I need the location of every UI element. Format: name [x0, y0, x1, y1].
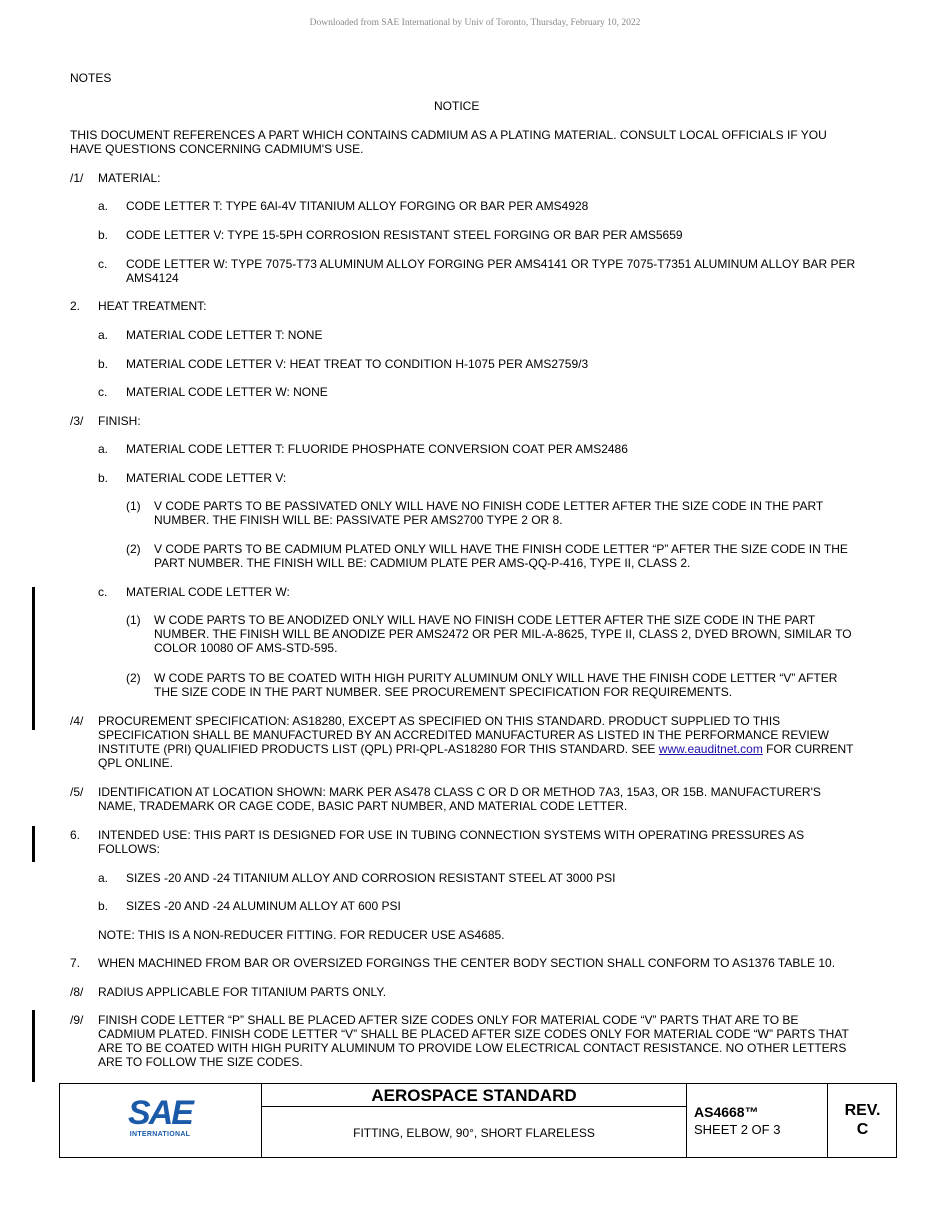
- revision-bar: [32, 826, 35, 862]
- note-text: INTENDED USE: THIS PART IS DESIGNED FOR USE IN TUBING CONNECTION SYSTEMS WITH OPERATING PRESSURES AS FOLLOWS:: [98, 828, 805, 856]
- item-text: MATERIAL CODE LETTER V:: [126, 471, 287, 485]
- note-number: /4/: [70, 714, 84, 728]
- note-text: FINISH CODE LETTER “P” SHALL BE PLACED AFTER SIZE CODES ONLY FOR MATERIAL CODE “V” PARTS THAT ARE TO BE CADMIUM PLATED. FINISH CODE LETTER “V” SHALL BE PLACED AFTER SIZE CODES ONLY FOR MATERIAL CODE “W” PARTS THAT ARE TO BE COATED WITH HIGH PURITY ALUMINUM TO PROVIDE LOW ELECTRICAL CONTACT RESISTANCE. NO OTHER LETTERS ARE TO FOLLOW THE SIZE CODES.: [98, 1013, 849, 1069]
- note-number: 6.: [70, 828, 81, 842]
- note-number: 7.: [70, 956, 81, 970]
- item-letter: a.: [98, 871, 109, 885]
- item-letter: b.: [98, 899, 109, 913]
- revision-bar: [32, 1010, 35, 1082]
- note-text: PROCUREMENT SPECIFICATION: AS18280, EXCEPT AS SPECIFIED ON THIS STANDARD. PRODUCT SUPPLIED TO THIS SPECIFICATION SHALL BE MANUFACTURED BY AN ACCREDITED MANUFACTURER AS LISTED IN THE PERFORMANCE REVIEW INSTITUTE (PRI) QUALIFIED PRODUCTS LIST (QPL) PRI-QPL-AS18280 FOR THIS STANDARD. SEE www.eauditnet.com FOR CURRENT QPL ONLINE.: [98, 714, 854, 770]
- note-number: 2.: [70, 299, 81, 313]
- document-number: AS4668™: [694, 1104, 759, 1120]
- subitem-number: (2): [126, 542, 141, 556]
- subitem-text: W CODE PARTS TO BE COATED WITH HIGH PURITY ALUMINUM ONLY WILL HAVE THE FINISH CODE LETTER “V” AFTER THE SIZE CODE IN THE PART NUMBER. SEE PROCUREMENT SPECIFICATION FOR REQUIREMENTS.: [154, 671, 838, 699]
- revision-label: REV.: [844, 1102, 881, 1119]
- revision-bar: [32, 587, 35, 730]
- note-text: RADIUS APPLICABLE FOR TITANIUM PARTS ONLY.: [98, 985, 387, 999]
- note-text: NOTE: THIS IS A NON-REDUCER FITTING. FOR REDUCER USE AS4685.: [98, 928, 505, 942]
- notes-heading: NOTES: [70, 71, 112, 85]
- notice-heading: NOTICE: [434, 99, 480, 113]
- item-text: MATERIAL CODE LETTER V: HEAT TREAT TO CONDITION H-1075 PER AMS2759/3: [126, 357, 589, 371]
- item-text: MATERIAL CODE LETTER W: NONE: [126, 385, 328, 399]
- item-letter: a.: [98, 442, 109, 456]
- title-row-divider: [262, 1106, 686, 1107]
- subitem-number: (1): [126, 499, 141, 513]
- download-watermark: Downloaded from SAE International by Univ of Toronto, Thursday, February 10, 2022: [309, 18, 641, 28]
- subitem-text: V CODE PARTS TO BE PASSIVATED ONLY WILL HAVE NO FINISH CODE LETTER AFTER THE SIZE CODE IN THE PART NUMBER. THE FINISH WILL BE: PASSIVATE PER AMS2700 TYPE 2 OR 8.: [154, 499, 824, 527]
- note-number: /5/: [70, 785, 84, 799]
- item-text: SIZES -20 AND -24 ALUMINUM ALLOY AT 600 PSI: [126, 899, 401, 913]
- sae-logo: SAE INTERNATIONAL: [128, 1094, 192, 1138]
- notice-text: THIS DOCUMENT REFERENCES A PART WHICH CONTAINS CADMIUM AS A PLATING MATERIAL. CONSULT LOCAL OFFICIALS IF YOU HAVE QUESTIONS CONCERNING CADMIUM'S USE.: [70, 128, 827, 156]
- item-letter: b.: [98, 228, 109, 242]
- item-text: MATERIAL CODE LETTER W:: [126, 585, 290, 599]
- note-title: FINISH:: [98, 414, 141, 428]
- document-title: FITTING, ELBOW, 90°, SHORT FLARELESS: [353, 1126, 595, 1140]
- subitem-number: (2): [126, 671, 141, 685]
- item-letter: c.: [98, 257, 108, 271]
- note-text: IDENTIFICATION AT LOCATION SHOWN: MARK PER AS478 CLASS C OR D OR METHOD 7A3, 15A3, OR 15B. MANUFACTURER'S NAME, TRADEMARK OR CAGE CODE, BASIC PART NUMBER, AND MATERIAL CODE LETTER.: [98, 785, 821, 813]
- note-number: /1/: [70, 171, 84, 185]
- note-title: HEAT TREATMENT:: [98, 299, 207, 313]
- title-block: [59, 1083, 897, 1158]
- title-block-divider: [686, 1084, 687, 1157]
- item-text: CODE LETTER V: TYPE 15-5PH CORROSION RESISTANT STEEL FORGING OR BAR PER AMS5659: [126, 228, 683, 242]
- eauditnet-link[interactable]: www.eauditnet.com: [658, 742, 763, 756]
- sheet-number: SHEET 2 OF 3: [694, 1122, 781, 1137]
- note-number: /3/: [70, 414, 84, 428]
- item-letter: c.: [98, 385, 108, 399]
- note-title: MATERIAL:: [98, 171, 161, 185]
- subitem-text: V CODE PARTS TO BE CADMIUM PLATED ONLY WILL HAVE THE FINISH CODE LETTER “P” AFTER THE SIZE CODE IN THE PART NUMBER. THE FINISH WILL BE: CADMIUM PLATE PER AMS-QQ-P-416, TYPE II, CLASS 2.: [154, 542, 848, 570]
- subitem-text: W CODE PARTS TO BE ANODIZED ONLY WILL HAVE NO FINISH CODE LETTER AFTER THE SIZE CODE IN THE PART NUMBER. THE FINISH WILL BE ANODIZE PER AMS2472 OR PER MIL-A-8625, TYPE II, CLASS 2, DYED BROWN, SIMILAR TO COLOR 10080 OF AMS-STD-595.: [154, 613, 852, 655]
- item-text: MATERIAL CODE LETTER T: FLUORIDE PHOSPHATE CONVERSION COAT PER AMS2486: [126, 442, 628, 456]
- item-text: CODE LETTER W: TYPE 7075-T73 ALUMINUM ALLOY FORGING PER AMS4141 OR TYPE 7075-T7351 ALUMINUM ALLOY BAR PER AMS4124: [126, 257, 856, 285]
- item-letter: b.: [98, 357, 109, 371]
- revision-value: C: [856, 1121, 869, 1138]
- item-text: SIZES -20 AND -24 TITANIUM ALLOY AND CORROSION RESISTANT STEEL AT 3000 PSI: [126, 871, 616, 885]
- item-letter: c.: [98, 585, 108, 599]
- item-letter: a.: [98, 199, 109, 213]
- item-text: CODE LETTER T: TYPE 6Al-4V TITANIUM ALLOY FORGING OR BAR PER AMS4928: [126, 199, 589, 213]
- note-number: /8/: [70, 985, 84, 999]
- item-letter: b.: [98, 471, 109, 485]
- standard-type: AEROSPACE STANDARD: [371, 1086, 577, 1105]
- item-text: MATERIAL CODE LETTER T: NONE: [126, 328, 323, 342]
- subitem-number: (1): [126, 613, 141, 627]
- note-number: /9/: [70, 1013, 84, 1027]
- item-letter: a.: [98, 328, 109, 342]
- note-text: WHEN MACHINED FROM BAR OR OVERSIZED FORGINGS THE CENTER BODY SECTION SHALL CONFORM TO AS1376 TABLE 10.: [98, 956, 836, 970]
